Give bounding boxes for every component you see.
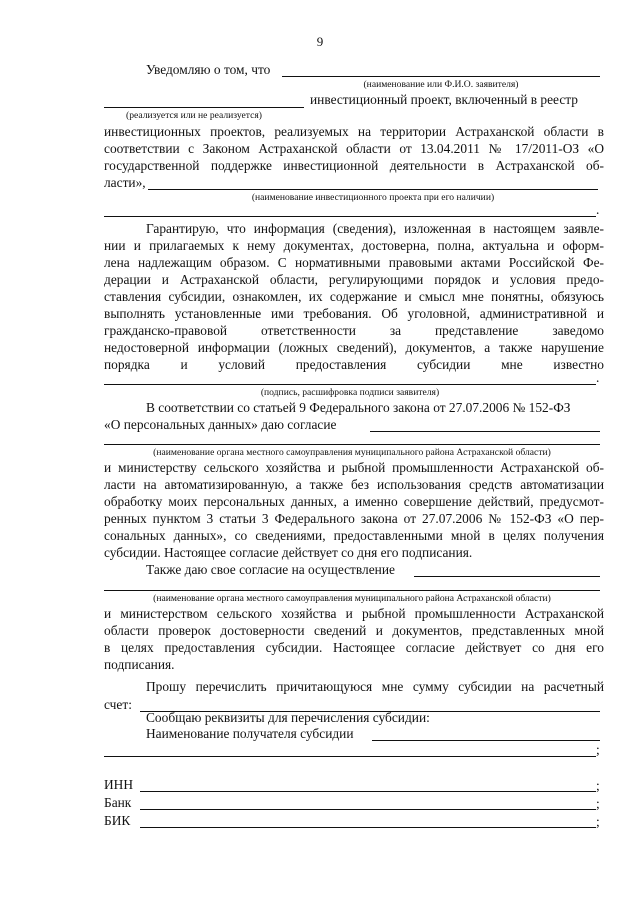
caption-signature: (подпись, расшифровка подписи заявителя) [260,387,440,398]
recipient-semicolon: ; [596,742,600,757]
recipient-name-field-cont[interactable] [104,756,596,757]
verification-org-field[interactable] [414,576,600,577]
guarantee-line: недостоверной информации (ложных сведений), документов, а также нарушение [104,340,604,355]
bik-label: БИК [104,813,131,828]
consent-line: ласти на автоматизированную, а также без использования средств автоматизации [104,477,604,492]
consent-line: ренных пунктом 3 статьи 3 Федерального закона от 27.07.2006 № 152-ФЗ «О пер- [104,511,604,526]
consent-line2: «О персональных данных» даю согласие [104,417,337,432]
consent-line: и министерству сельского хозяйства и рыбной промышленности Астраханской об- [104,460,604,475]
guarantee-line: ставления субсидии, ознакомлен, их содержание и смысл мне понятны, обязуюсь [104,289,604,304]
notify-line: государственной поддержке инвестиционной деятельности в Астраханской об- [104,158,604,173]
notify-line: соответствии с Законом Астраханской области от 13.04.2011 № 17/2011-ОЗ «О [104,141,604,156]
verification-last: подписания. [104,657,175,672]
page-number: 9 [316,34,324,49]
verification-org-field-cont[interactable] [104,590,600,591]
payment-details-line: Сообщаю реквизиты для перечисления субсидии: [146,710,430,725]
caption-realized: (реализуется или не реализуется) [126,110,262,121]
inn-field[interactable] [140,791,596,792]
inn-semicolon: ; [596,778,600,793]
guarantee-line: лена надлежащим образом. С нормативными правовыми актами Российской Фе- [104,255,604,270]
verification-line1: Также даю свое согласие на осуществление [146,562,395,577]
project-name-field-cont[interactable] [104,216,596,217]
notify-last-head: ласти», [104,175,146,190]
bik-field[interactable] [140,827,596,828]
consent-org-field[interactable] [370,431,600,432]
consent-line1: В соответствии со статьей 9 Федерального закона от 27.07.2006 № 152-ФЗ [146,400,571,415]
guarantee-line: Гарантирую, что информация (сведения), изложенная в настоящем заявле- [146,221,604,236]
notify-dot: . [596,202,600,217]
payment-request: Прошу перечислить причитающуюся мне сумму субсидии на расчетный [146,679,604,694]
verification-line: и министерством сельского хозяйства и рыбной промышленности Астраханской [104,606,604,621]
caption-applicant: (наименование или Ф.И.О. заявителя) [363,79,519,90]
notify-line: инвестиционных проектов, реализуемых на территории Астраханской области в [104,124,604,139]
caption-consent-org: (наименование органа местного самоуправления муниципального района Астраханской области) [153,447,551,458]
account-label: счет: [104,697,132,712]
recipient-label: Наименование получателя субсидии [146,726,354,741]
realized-status-field[interactable] [104,107,304,108]
bik-semicolon: ; [596,814,600,829]
notify-intro: Уведомляю о том, что [146,62,271,77]
applicant-name-field[interactable] [282,76,600,77]
guarantee-line: нии и прилагаемых к нему документах, достоверна, полна, актуальна и оформ- [104,238,604,253]
consent-org-field-cont[interactable] [104,444,600,445]
consent-last: субсидии. Настоящее согласие действует со дня его подписания. [104,545,473,560]
inn-label: ИНН [104,777,134,792]
bank-field[interactable] [140,809,596,810]
verification-line: области проверок достоверности сведений и документов, представленных мной [104,623,604,638]
bank-label: Банк [104,795,132,810]
caption-verification-org: (наименование органа местного самоуправления муниципального района Астраханской области) [153,593,551,604]
guarantee-dot: . [596,370,600,385]
guarantee-line: дерации и Астраханской области, регулирующими порядок и условия предо- [104,272,604,287]
bank-semicolon: ; [596,796,600,811]
recipient-name-field[interactable] [372,740,600,741]
consent-line: обработку моих персональных данных, а именно совершение действий, предусмот- [104,494,604,509]
guarantee-line: выполнять установленные ими требования. Об уголовной, административной и [104,306,604,321]
guarantee-line: гражданско-правовой ответственности за представление заведомо [104,323,604,338]
caption-project: (наименование инвестиционного проекта при его наличии) [251,192,495,203]
notify-line2-tail: инвестиционный проект, включенный в реестр [310,92,578,107]
guarantee-line: порядка и условий предоставления субсидии мне известно [104,357,604,372]
consent-line: сональных данных», со сведениями, предоставленными мной в целях получения [104,528,604,543]
signature-field[interactable] [104,384,596,385]
project-name-field[interactable] [148,189,598,190]
verification-line: в целях предоставления субсидии. Настоящее согласие действует со дня его [104,640,604,655]
